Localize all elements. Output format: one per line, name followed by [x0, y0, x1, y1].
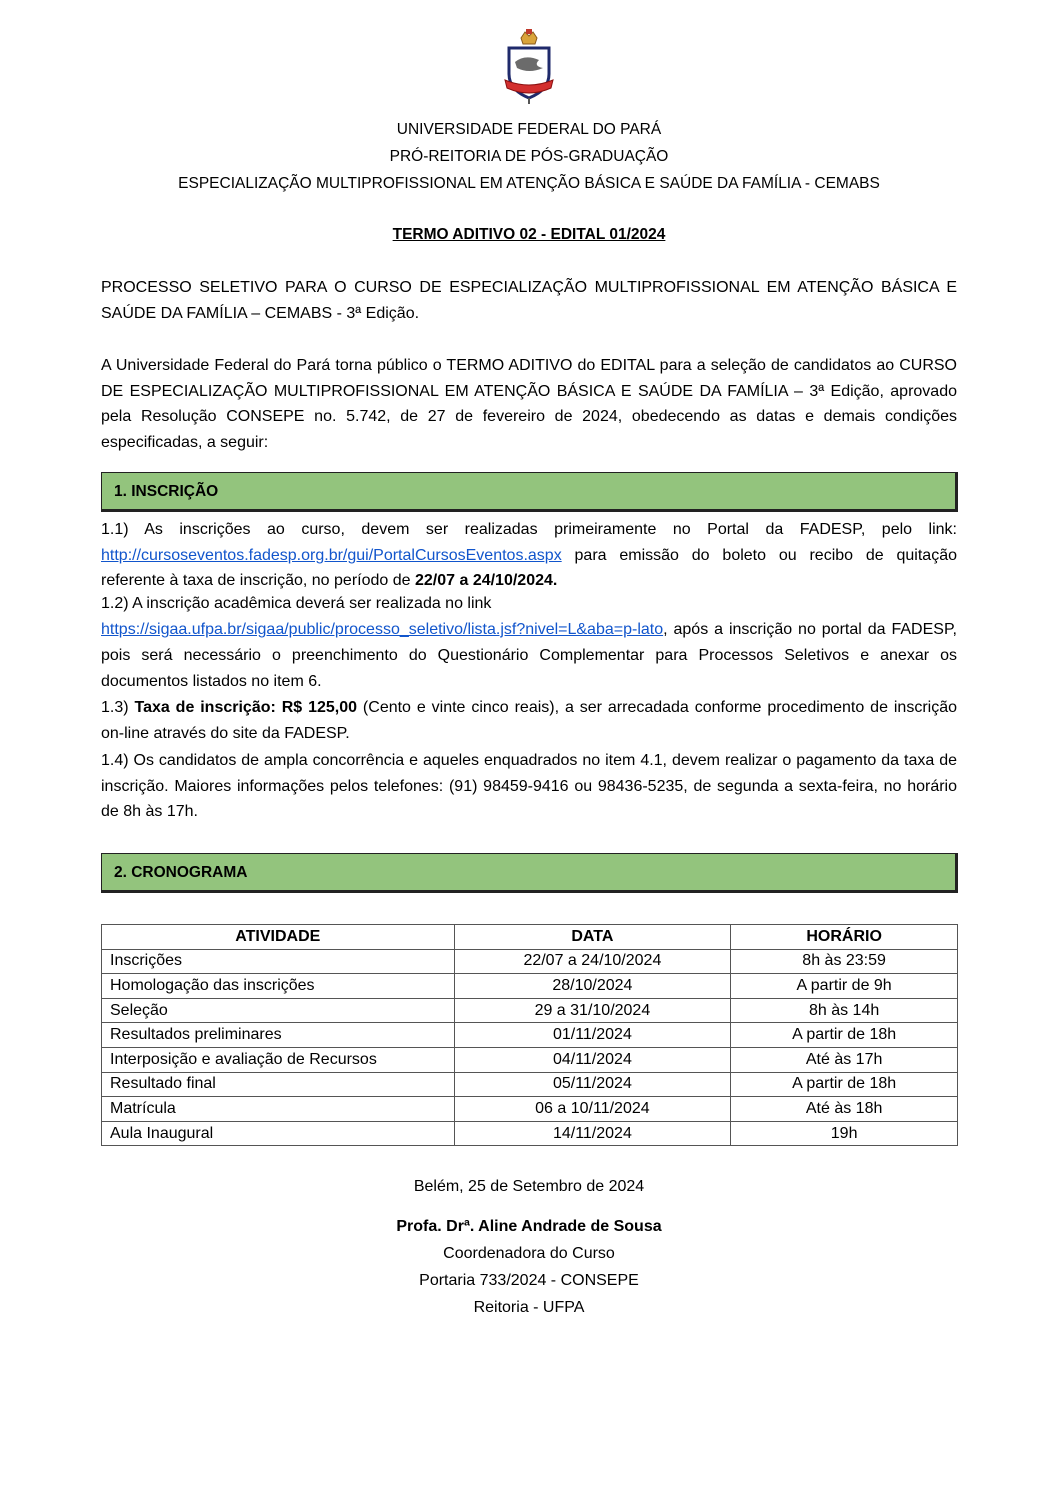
table-header-row	[102, 925, 958, 950]
activity-cell: Interposição e avaliação de Recursos	[102, 1047, 455, 1072]
intro-subject	[101, 275, 957, 326]
column-header-data: DATA	[454, 925, 731, 950]
table-row	[102, 1097, 958, 1122]
signer-ordinance: Portaria 733/2024 - CONSEPE	[419, 1272, 639, 1289]
table-row	[102, 1121, 958, 1146]
time-cell: 8h às 23:59	[731, 949, 958, 974]
date-cell: 22/07 a 24/10/2024	[454, 949, 731, 974]
department-name: PRÓ-REITORIA DE PÓS-GRADUAÇÃO	[389, 148, 669, 165]
column-header-horario: HORÁRIO	[731, 925, 958, 950]
time-cell: 19h	[731, 1121, 958, 1146]
date-cell: 04/11/2024	[454, 1047, 731, 1072]
institution-name: UNIVERSIDADE FEDERAL DO PARÁ	[396, 121, 662, 138]
intro-paragraph	[101, 353, 957, 455]
place-date: Belém, 25 de Setembro de 2024	[413, 1178, 645, 1195]
table-row	[102, 1023, 958, 1048]
section-heading: 1. INSCRIÇÃO	[114, 483, 219, 500]
activity-cell: Homologação das inscrições	[102, 974, 455, 999]
table-row	[102, 949, 958, 974]
subject-text: PROCESSO SELETIVO PARA O CURSO DE ESPECIALIZAÇÃO MULTIPROFISSIONAL EM ATENÇÃO BÁSICA E SAÚDE DA FAMÍLIA – CEMABS - 3ª Edição.	[101, 279, 957, 322]
section-header-cronograma	[101, 853, 958, 893]
time-cell: A partir de 18h	[731, 1072, 958, 1097]
date-cell: 05/11/2024	[454, 1072, 731, 1097]
sigaa-link[interactable]: https://sigaa.ufpa.br/sigaa/public/processo_seletivo/lista.jsf?nivel=L&aba=p-lato	[101, 621, 664, 638]
activity-cell: Seleção	[102, 998, 455, 1023]
section-header-inscricao	[101, 472, 958, 512]
date-cell: 28/10/2024	[454, 974, 731, 999]
section-heading: 2. CRONOGRAMA	[114, 864, 248, 881]
schedule-table	[101, 924, 958, 1146]
date-cell: 06 a 10/11/2024	[454, 1097, 731, 1122]
registration-period: 22/07 a 24/10/2024.	[414, 572, 558, 589]
date-cell: 14/11/2024	[454, 1121, 731, 1146]
time-cell: Até às 18h	[731, 1097, 958, 1122]
date-cell: 01/11/2024	[454, 1023, 731, 1048]
activity-cell: Resultado final	[102, 1072, 455, 1097]
time-cell: 8h às 14h	[731, 998, 958, 1023]
item-1-3: 1.3) Taxa de inscrição: R$ 125,00 (Cento e vinte cinco reais), a ser arrecadada conforme procedimento de inscrição on-line através do site da FADESP.	[101, 699, 958, 742]
program-name: ESPECIALIZAÇÃO MULTIPROFISSIONAL EM ATENÇÃO BÁSICA E SAÚDE DA FAMÍLIA - CEMABS	[178, 175, 880, 192]
registration-fee: Taxa de inscrição: R$ 125,00	[134, 699, 358, 716]
time-cell: A partir de 18h	[731, 1023, 958, 1048]
table-row	[102, 1047, 958, 1072]
signer-unit: Reitoria - UFPA	[473, 1299, 585, 1316]
table-row	[102, 998, 958, 1023]
item-1-4: 1.4) Os candidatos de ampla concorrência e aqueles enquadrados no item 4.1, devem realizar o pagamento da taxa de inscrição. Maiores informações pelos telefones: (91) 98459-9416 ou 98436-5235, de segunda a sexta-feira, no horário de 8h às 17h.	[101, 752, 957, 820]
activity-cell: Matrícula	[102, 1097, 455, 1122]
intro-text: A Universidade Federal do Pará torna público o TERMO ADITIVO do EDITAL para a seleção de candidatos ao CURSO DE ESPECIALIZAÇÃO MULTIPROFISSIONAL EM ATENÇÃO BÁSICA E SAÚDE DA FAMÍLIA – 3ª Edição, aprovado pela Resolução CONSEPE no. 5.742, de 27 de fevereiro de 2024, obedecendo as datas e demais condições especificadas, a seguir:	[101, 357, 957, 451]
document-title: TERMO ADITIVO 02 - EDITAL 01/2024	[392, 226, 666, 243]
time-cell: A partir de 9h	[731, 974, 958, 999]
item-1-1: 1.1) As inscrições ao curso, devem ser realizadas primeiramente no Portal da FADESP, pelo link: http://cursoseventos.fadesp.org.br/gui/PortalCursosEventos.aspx para emissão do boleto ou recibo de quitação referente à taxa de inscrição, no período de 22/07 a 24/10/2024.	[101, 521, 957, 589]
date-cell: 29 a 31/10/2024	[454, 998, 731, 1023]
activity-cell: Resultados preliminares	[102, 1023, 455, 1048]
table-row	[102, 1072, 958, 1097]
fadesp-portal-link[interactable]: http://cursoseventos.fadesp.org.br/gui/PortalCursosEventos.aspx	[101, 546, 562, 564]
ufpa-coat-of-arms-icon	[499, 28, 559, 108]
activity-cell: Aula Inaugural	[102, 1121, 455, 1146]
item-1-2: 1.2) A inscrição acadêmica deverá ser realizada no link https://sigaa.ufpa.br/sigaa/public/processo_seletivo/lista.jsf?nivel=L&aba=p-lato, após a inscrição no portal da FADESP, pois será necessário o preenchimento do Questionário Complementar para Processos Seletivos e anexar os documentos listados no item 6.	[101, 595, 957, 690]
column-header-atividade: ATIVIDADE	[102, 925, 455, 950]
signer-name: Profa. Drª. Aline Andrade de Sousa	[396, 1218, 662, 1235]
signer-role: Coordenadora do Curso	[443, 1245, 615, 1262]
activity-cell: Inscrições	[102, 949, 455, 974]
time-cell: Até às 17h	[731, 1047, 958, 1072]
table-row	[102, 974, 958, 999]
